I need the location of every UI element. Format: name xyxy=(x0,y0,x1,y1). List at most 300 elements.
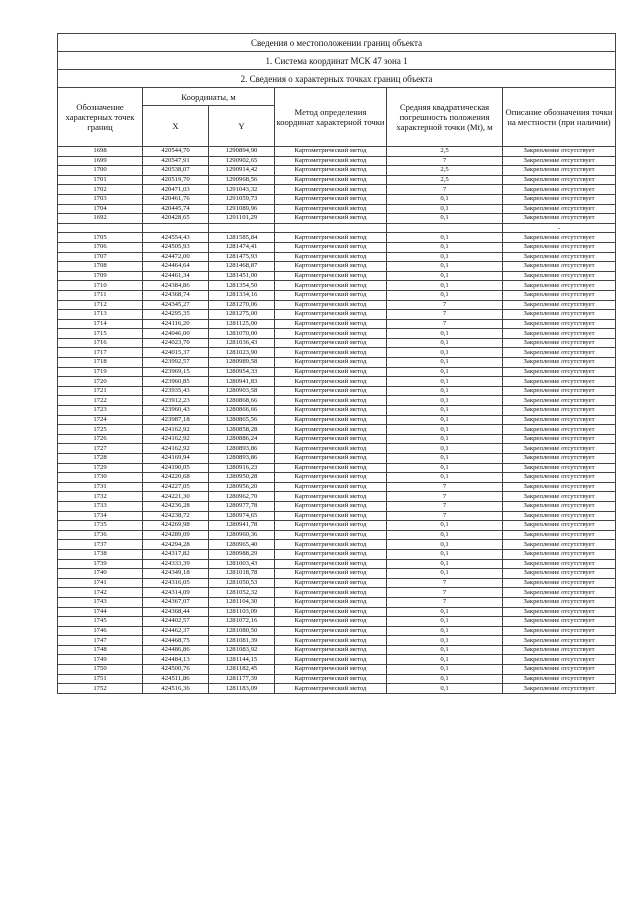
table-row xyxy=(58,214,616,224)
description-cell: Закрепление отсутствует xyxy=(503,166,616,176)
x-coordinate-cell: 423969,15 xyxy=(143,367,209,377)
table-row xyxy=(58,300,616,310)
description-cell: Закрепление отсутствует xyxy=(503,492,616,502)
mean-error-cell: 0,1 xyxy=(387,338,503,348)
description-cell: Закрепление отсутствует xyxy=(503,242,616,252)
table-row xyxy=(58,645,616,655)
y-coordinate-cell: 1280916,23 xyxy=(209,463,275,473)
mean-error-cell: 2,5 xyxy=(387,175,503,185)
mean-error-cell: 0,1 xyxy=(387,290,503,300)
description-cell: Закрепление отсутствует xyxy=(503,626,616,636)
y-coordinate-cell: 1281177,39 xyxy=(209,674,275,684)
point-id-cell: 1746 xyxy=(58,626,143,636)
description-cell: Закрепление отсутствует xyxy=(503,530,616,540)
mean-error-cell: 7 xyxy=(387,319,503,329)
document-title: Сведения о местоположении границ объекта xyxy=(58,34,616,52)
y-coordinate-cell: 1280941,83 xyxy=(209,377,275,387)
table-row xyxy=(58,338,616,348)
description-cell: Закрепление отсутствует xyxy=(503,645,616,655)
mean-error-cell: 0,1 xyxy=(387,367,503,377)
point-id-cell: 1743 xyxy=(58,597,143,607)
x-coordinate-cell: 424486,86 xyxy=(143,645,209,655)
method-cell: Картометрический метод xyxy=(275,645,387,655)
point-id-cell: 1708 xyxy=(58,262,143,272)
table-row xyxy=(58,233,616,243)
x-coordinate-cell: 424472,00 xyxy=(143,252,209,262)
table-row xyxy=(58,348,616,358)
header-coordinates: Координаты, м xyxy=(143,88,275,106)
y-coordinate-cell: 1281144,15 xyxy=(209,655,275,665)
y-coordinate-cell: 1281468,87 xyxy=(209,262,275,272)
point-id-cell: 1739 xyxy=(58,559,143,569)
method-cell: Картометрический метод xyxy=(275,559,387,569)
mean-error-cell: 0,1 xyxy=(387,626,503,636)
method-cell: Картометрический метод xyxy=(275,319,387,329)
x-coordinate-cell: 424333,39 xyxy=(143,559,209,569)
y-coordinate-cell: 1281083,92 xyxy=(209,645,275,655)
x-coordinate-cell: 420428,65 xyxy=(143,214,209,224)
method-cell: Картометрический метод xyxy=(275,166,387,176)
description-cell: Закрепление отсутствует xyxy=(503,665,616,675)
table-row xyxy=(58,434,616,444)
table-row xyxy=(58,204,616,214)
table-row xyxy=(58,607,616,617)
mean-error-cell: 0,1 xyxy=(387,214,503,224)
description-cell: Закрепление отсутствует xyxy=(503,300,616,310)
point-id-cell: 1714 xyxy=(58,319,143,329)
y-coordinate-cell: 1281003,43 xyxy=(209,559,275,569)
empty-cell xyxy=(275,223,387,233)
x-coordinate-cell: 420544,70 xyxy=(143,147,209,157)
point-id-cell: 1700 xyxy=(58,166,143,176)
description-cell: Закрепление отсутствует xyxy=(503,415,616,425)
method-cell: Картометрический метод xyxy=(275,281,387,291)
description-cell: Закрепление отсутствует xyxy=(503,444,616,454)
x-coordinate-cell: 424345,27 xyxy=(143,300,209,310)
y-coordinate-cell: 1281275,00 xyxy=(209,310,275,320)
x-coordinate-cell: 420445,74 xyxy=(143,204,209,214)
header-method: Метод определения координат характерной точки xyxy=(275,88,387,147)
description-cell: Закрепление отсутствует xyxy=(503,338,616,348)
y-coordinate-cell: 1280903,58 xyxy=(209,386,275,396)
x-coordinate-cell: 424516,36 xyxy=(143,684,209,694)
x-coordinate-cell: 424317,82 xyxy=(143,549,209,559)
table-row xyxy=(58,626,616,636)
x-coordinate-cell: 424220,68 xyxy=(143,473,209,483)
point-id-cell: 1749 xyxy=(58,655,143,665)
x-coordinate-cell: 420471,03 xyxy=(143,185,209,195)
empty-cell xyxy=(209,223,275,233)
description-cell: Закрепление отсутствует xyxy=(503,175,616,185)
method-cell: Картометрический метод xyxy=(275,607,387,617)
point-id-cell: 1698 xyxy=(58,147,143,157)
y-coordinate-cell: 1280960,36 xyxy=(209,530,275,540)
description-cell: Закрепление отсутствует xyxy=(503,511,616,521)
mean-error-cell: 0,1 xyxy=(387,559,503,569)
method-cell: Картометрический метод xyxy=(275,175,387,185)
method-cell: Картометрический метод xyxy=(275,252,387,262)
point-id-cell: 1724 xyxy=(58,415,143,425)
empty-cell xyxy=(58,223,143,233)
table-row xyxy=(58,482,616,492)
method-cell: Картометрический метод xyxy=(275,415,387,425)
table-row xyxy=(58,147,616,157)
table-row xyxy=(58,492,616,502)
method-cell: Картометрический метод xyxy=(275,549,387,559)
method-cell: Картометрический метод xyxy=(275,569,387,579)
x-coordinate-cell: 424368,44 xyxy=(143,607,209,617)
point-id-cell: 1726 xyxy=(58,434,143,444)
points-section-heading: 2. Сведения о характерных точках границ объекта xyxy=(58,70,616,88)
point-id-cell: 1717 xyxy=(58,348,143,358)
description-cell: Закрепление отсутствует xyxy=(503,655,616,665)
method-cell: Картометрический метод xyxy=(275,511,387,521)
method-cell: Картометрический метод xyxy=(275,482,387,492)
y-coordinate-cell: 1291043,32 xyxy=(209,185,275,195)
description-cell: Закрепление отсутствует xyxy=(503,521,616,531)
x-coordinate-cell: 424295,35 xyxy=(143,310,209,320)
point-id-cell: 1706 xyxy=(58,242,143,252)
description-cell: Закрепление отсутствует xyxy=(503,290,616,300)
x-coordinate-cell: 424169,94 xyxy=(143,454,209,464)
method-cell: Картометрический метод xyxy=(275,444,387,454)
x-coordinate-cell: 424554,43 xyxy=(143,233,209,243)
mean-error-cell: 7 xyxy=(387,156,503,166)
mean-error-cell: 0,1 xyxy=(387,444,503,454)
y-coordinate-cell: 1281104,30 xyxy=(209,597,275,607)
description-cell: Закрепление отсутствует xyxy=(503,406,616,416)
description-cell: Закрепление отсутствует xyxy=(503,636,616,646)
method-cell: Картометрический метод xyxy=(275,271,387,281)
method-cell: Картометрический метод xyxy=(275,194,387,204)
table-row xyxy=(58,281,616,291)
description-cell: Закрепление отсутствует xyxy=(503,501,616,511)
x-coordinate-cell: 424316,05 xyxy=(143,578,209,588)
x-coordinate-cell: 420538,07 xyxy=(143,166,209,176)
method-cell: Картометрический метод xyxy=(275,684,387,694)
table-row xyxy=(58,396,616,406)
y-coordinate-cell: 1281183,09 xyxy=(209,684,275,694)
mean-error-cell: 7 xyxy=(387,310,503,320)
description-cell: Закрепление отсутствует xyxy=(503,588,616,598)
method-cell: Картометрический метод xyxy=(275,588,387,598)
mean-error-cell: 7 xyxy=(387,185,503,195)
point-id-cell: 1729 xyxy=(58,463,143,473)
mean-error-cell: 0,1 xyxy=(387,348,503,358)
y-coordinate-cell: 1280988,29 xyxy=(209,549,275,559)
x-coordinate-cell: 424402,57 xyxy=(143,617,209,627)
header-description: Описание обозначения точки на местности (при наличии) xyxy=(503,88,616,147)
description-cell: Закрепление отсутствует xyxy=(503,348,616,358)
mean-error-cell: 0,1 xyxy=(387,540,503,550)
mean-error-cell: 0,1 xyxy=(387,242,503,252)
description-cell: Закрепление отсутствует xyxy=(503,233,616,243)
table-row xyxy=(58,175,616,185)
x-coordinate-cell: 423987,18 xyxy=(143,415,209,425)
empty-cell xyxy=(143,223,209,233)
x-coordinate-cell: 424314,09 xyxy=(143,588,209,598)
y-coordinate-cell: 1281270,06 xyxy=(209,300,275,310)
x-coordinate-cell: 424289,09 xyxy=(143,530,209,540)
table-row xyxy=(58,415,616,425)
point-id-cell: 1722 xyxy=(58,396,143,406)
table-row xyxy=(58,194,616,204)
x-coordinate-cell: 424269,98 xyxy=(143,521,209,531)
point-id-cell: 1748 xyxy=(58,645,143,655)
x-coordinate-cell: 424511,86 xyxy=(143,674,209,684)
mean-error-cell: 0,1 xyxy=(387,434,503,444)
description-cell: Закрепление отсутствует xyxy=(503,396,616,406)
method-cell: Картометрический метод xyxy=(275,348,387,358)
x-coordinate-cell: 424462,37 xyxy=(143,626,209,636)
header-x: X xyxy=(143,106,209,147)
table-row xyxy=(58,156,616,166)
description-cell: Закрепление отсутствует xyxy=(503,597,616,607)
method-cell: Картометрический метод xyxy=(275,626,387,636)
method-cell: Картометрический метод xyxy=(275,540,387,550)
table-row xyxy=(58,463,616,473)
x-coordinate-cell: 424461,34 xyxy=(143,271,209,281)
table-row xyxy=(58,386,616,396)
method-cell: Картометрический метод xyxy=(275,454,387,464)
point-id-cell: 1718 xyxy=(58,358,143,368)
point-id-cell: 1737 xyxy=(58,540,143,550)
method-cell: Картометрический метод xyxy=(275,530,387,540)
mean-error-cell: 2,5 xyxy=(387,166,503,176)
method-cell: Картометрический метод xyxy=(275,185,387,195)
description-cell: Закрепление отсутствует xyxy=(503,578,616,588)
mean-error-cell: 0,1 xyxy=(387,607,503,617)
x-coordinate-cell: 424500,76 xyxy=(143,665,209,675)
mean-error-cell: 0,1 xyxy=(387,329,503,339)
point-id-cell: 1716 xyxy=(58,338,143,348)
table-row xyxy=(58,377,616,387)
mean-error-cell: 0,1 xyxy=(387,530,503,540)
point-id-cell: 1720 xyxy=(58,377,143,387)
point-id-cell: 1699 xyxy=(58,156,143,166)
description-cell: Закрепление отсутствует xyxy=(503,684,616,694)
method-cell: Картометрический метод xyxy=(275,329,387,339)
point-id-cell: 1719 xyxy=(58,367,143,377)
x-coordinate-cell: 424190,05 xyxy=(143,463,209,473)
y-coordinate-cell: 1280954,33 xyxy=(209,367,275,377)
description-cell: Закрепление отсутствует xyxy=(503,386,616,396)
table-row xyxy=(58,367,616,377)
x-coordinate-cell: 424116,20 xyxy=(143,319,209,329)
point-id-cell: 1738 xyxy=(58,549,143,559)
y-coordinate-cell: 1281125,00 xyxy=(209,319,275,329)
point-id-cell: 1727 xyxy=(58,444,143,454)
table-row xyxy=(58,454,616,464)
point-id-cell: 1745 xyxy=(58,617,143,627)
method-cell: Картометрический метод xyxy=(275,473,387,483)
y-coordinate-cell: 1281036,43 xyxy=(209,338,275,348)
table-row xyxy=(58,262,616,272)
table-row xyxy=(58,549,616,559)
point-id-cell: 1715 xyxy=(58,329,143,339)
mean-error-cell: 0,1 xyxy=(387,636,503,646)
y-coordinate-cell: 1280962,70 xyxy=(209,492,275,502)
y-coordinate-cell: 1281052,32 xyxy=(209,588,275,598)
table-row xyxy=(58,674,616,684)
mean-error-cell: 0,1 xyxy=(387,281,503,291)
point-id-cell: 1711 xyxy=(58,290,143,300)
mean-error-cell: 0,1 xyxy=(387,645,503,655)
y-coordinate-cell: 1291101,29 xyxy=(209,214,275,224)
method-cell: Картометрический метод xyxy=(275,147,387,157)
x-coordinate-cell: 424294,28 xyxy=(143,540,209,550)
x-coordinate-cell: 420461,76 xyxy=(143,194,209,204)
y-coordinate-cell: 1290968,56 xyxy=(209,175,275,185)
method-cell: Картометрический метод xyxy=(275,156,387,166)
method-cell: Картометрический метод xyxy=(275,367,387,377)
y-coordinate-cell: 1280886,24 xyxy=(209,434,275,444)
mean-error-cell: 0,1 xyxy=(387,463,503,473)
description-cell: Закрепление отсутствует xyxy=(503,454,616,464)
method-cell: Картометрический метод xyxy=(275,655,387,665)
table-row xyxy=(58,406,616,416)
point-id-cell: 1723 xyxy=(58,406,143,416)
point-id-cell: 1728 xyxy=(58,454,143,464)
separator-row xyxy=(58,223,616,233)
boundary-points-table xyxy=(57,33,616,694)
empty-cell xyxy=(387,223,503,233)
method-cell: Картометрический метод xyxy=(275,310,387,320)
description-cell: Закрепление отсутствует xyxy=(503,674,616,684)
point-id-cell: 1733 xyxy=(58,501,143,511)
mean-error-cell: 0,1 xyxy=(387,396,503,406)
x-coordinate-cell: 424162,92 xyxy=(143,425,209,435)
table-row xyxy=(58,252,616,262)
y-coordinate-cell: 1280858,28 xyxy=(209,425,275,435)
y-coordinate-cell: 1291089,96 xyxy=(209,204,275,214)
description-cell: Закрепление отсутствует xyxy=(503,377,616,387)
description-cell: Закрепление отсутствует xyxy=(503,617,616,627)
description-cell: Закрепление отсутствует xyxy=(503,319,616,329)
point-id-cell: 1707 xyxy=(58,252,143,262)
x-coordinate-cell: 424162,92 xyxy=(143,434,209,444)
point-id-cell: 1736 xyxy=(58,530,143,540)
y-coordinate-cell: 1281103,09 xyxy=(209,607,275,617)
header-point-designation: Обозначение характерных точек границ xyxy=(58,88,143,147)
y-coordinate-cell: 1280893,86 xyxy=(209,454,275,464)
x-coordinate-cell: 420547,91 xyxy=(143,156,209,166)
x-coordinate-cell: 424368,74 xyxy=(143,290,209,300)
x-coordinate-cell: 423960,43 xyxy=(143,406,209,416)
mean-error-cell: 0,1 xyxy=(387,569,503,579)
description-cell: Закрепление отсутствует xyxy=(503,482,616,492)
table-row xyxy=(58,588,616,598)
description-cell: Закрепление отсутствует xyxy=(503,473,616,483)
x-coordinate-cell: 424236,28 xyxy=(143,501,209,511)
description-cell: Закрепление отсутствует xyxy=(503,329,616,339)
description-cell: Закрепление отсутствует xyxy=(503,194,616,204)
point-id-cell: 1712 xyxy=(58,300,143,310)
x-coordinate-cell: 424484,13 xyxy=(143,655,209,665)
point-id-cell: 1751 xyxy=(58,674,143,684)
method-cell: Картометрический метод xyxy=(275,665,387,675)
description-cell: Закрепление отсутствует xyxy=(503,252,616,262)
point-id-cell: 1747 xyxy=(58,636,143,646)
mean-error-cell: 0,1 xyxy=(387,454,503,464)
table-row xyxy=(58,242,616,252)
point-id-cell: 1710 xyxy=(58,281,143,291)
mean-error-cell: 7 xyxy=(387,588,503,598)
table-row xyxy=(58,559,616,569)
y-coordinate-cell: 1280868,66 xyxy=(209,396,275,406)
method-cell: Картометрический метод xyxy=(275,434,387,444)
method-cell: Картометрический метод xyxy=(275,674,387,684)
method-cell: Картометрический метод xyxy=(275,406,387,416)
mean-error-cell: 0,1 xyxy=(387,262,503,272)
table-row xyxy=(58,166,616,176)
method-cell: Картометрический метод xyxy=(275,242,387,252)
y-coordinate-cell: 1281451,00 xyxy=(209,271,275,281)
table-row xyxy=(58,444,616,454)
point-id-cell: 1752 xyxy=(58,684,143,694)
description-cell: Закрепление отсутствует xyxy=(503,204,616,214)
x-coordinate-cell: 424349,18 xyxy=(143,569,209,579)
mean-error-cell: 0,1 xyxy=(387,521,503,531)
point-id-cell: 1734 xyxy=(58,511,143,521)
y-coordinate-cell: 1281080,50 xyxy=(209,626,275,636)
y-coordinate-cell: 1281334,16 xyxy=(209,290,275,300)
point-id-cell: 1744 xyxy=(58,607,143,617)
x-coordinate-cell: 424367,07 xyxy=(143,597,209,607)
point-id-cell: 1692 xyxy=(58,214,143,224)
y-coordinate-cell: 1281585,84 xyxy=(209,233,275,243)
point-id-cell: 1713 xyxy=(58,310,143,320)
y-coordinate-cell: 1280974,65 xyxy=(209,511,275,521)
point-id-cell: 1703 xyxy=(58,194,143,204)
point-id-cell: 1730 xyxy=(58,473,143,483)
table-row xyxy=(58,511,616,521)
point-id-cell: 1725 xyxy=(58,425,143,435)
method-cell: Картометрический метод xyxy=(275,425,387,435)
y-coordinate-cell: 1290914,42 xyxy=(209,166,275,176)
mean-error-cell: 7 xyxy=(387,300,503,310)
method-cell: Картометрический метод xyxy=(275,463,387,473)
method-cell: Картометрический метод xyxy=(275,358,387,368)
y-coordinate-cell: 1281072,16 xyxy=(209,617,275,627)
description-cell: Закрепление отсутствует xyxy=(503,540,616,550)
y-coordinate-cell: 1280893,86 xyxy=(209,444,275,454)
description-cell: Закрепление отсутствует xyxy=(503,434,616,444)
mean-error-cell: 0,1 xyxy=(387,358,503,368)
method-cell: Картометрический метод xyxy=(275,204,387,214)
point-id-cell: 1741 xyxy=(58,578,143,588)
y-coordinate-cell: 1280977,78 xyxy=(209,501,275,511)
x-coordinate-cell: 424238,72 xyxy=(143,511,209,521)
x-coordinate-cell: 423992,57 xyxy=(143,358,209,368)
description-cell: Закрепление отсутствует xyxy=(503,463,616,473)
table-row xyxy=(58,597,616,607)
method-cell: Картометрический метод xyxy=(275,578,387,588)
point-id-cell: 1721 xyxy=(58,386,143,396)
table-row xyxy=(58,319,616,329)
y-coordinate-cell: 1280950,28 xyxy=(209,473,275,483)
method-cell: Картометрический метод xyxy=(275,262,387,272)
x-coordinate-cell: 424046,00 xyxy=(143,329,209,339)
y-coordinate-cell: 1281182,45 xyxy=(209,665,275,675)
y-coordinate-cell: 1280866,66 xyxy=(209,406,275,416)
x-coordinate-cell: 424221,30 xyxy=(143,492,209,502)
description-cell: Закрепление отсутствует xyxy=(503,310,616,320)
x-coordinate-cell: 423912,23 xyxy=(143,396,209,406)
point-id-cell: 1705 xyxy=(58,233,143,243)
mean-error-cell: 0,1 xyxy=(387,252,503,262)
description-cell: Закрепление отсутствует xyxy=(503,271,616,281)
